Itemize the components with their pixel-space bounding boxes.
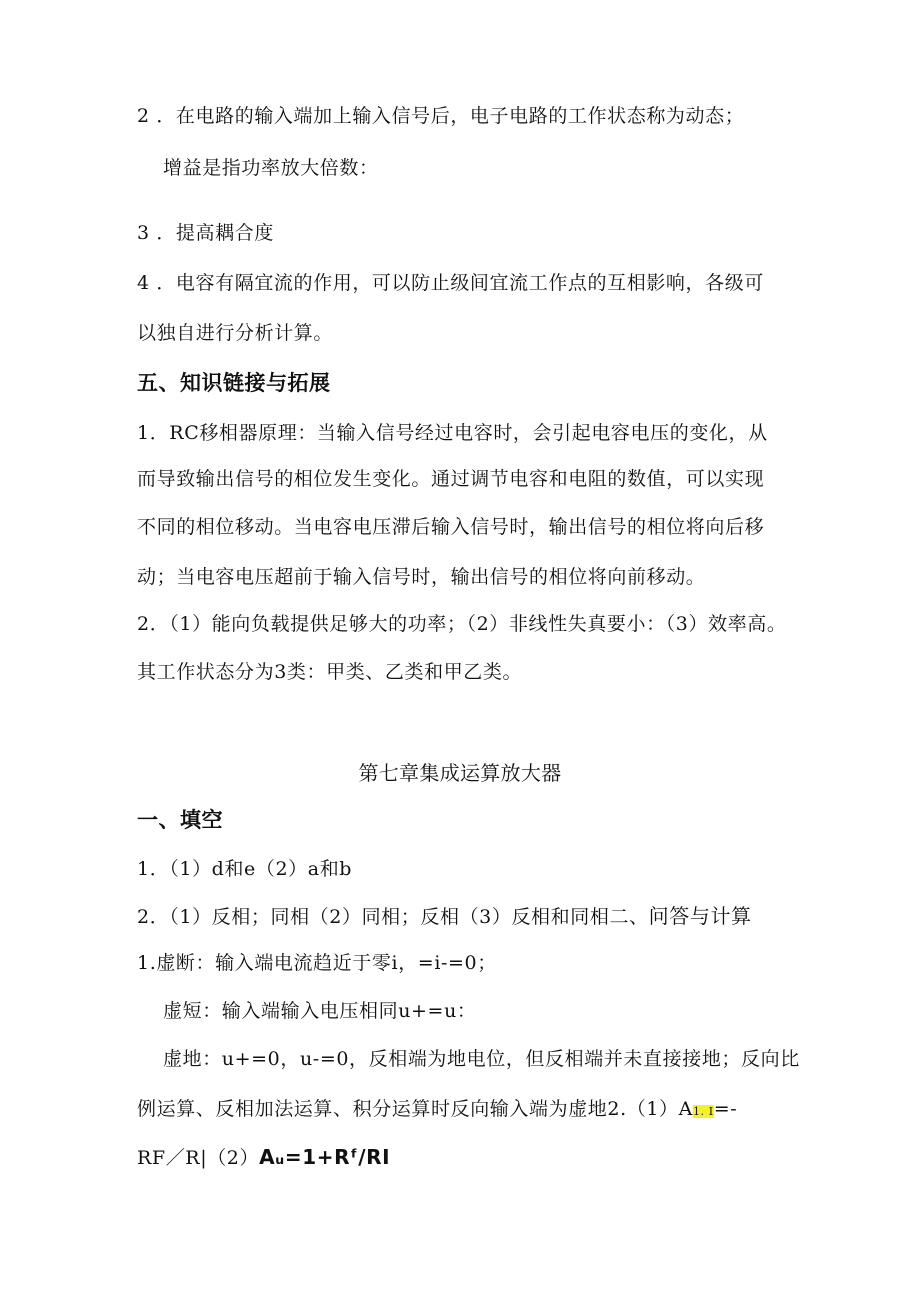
paragraph-amp-line-2: 其工作状态分为3类：甲类、乙类和甲乙类。 (137, 661, 523, 683)
paragraph-rc-line-3: 不同的相位移动。当电容电压滞后输入信号时，输出信号的相位将向后移 (137, 516, 765, 538)
qa-virtual-ground-line-1: 虚地：u+=0，u-=0，反相端为地电位，但反相端并未直接接地；反向比 (163, 1048, 800, 1070)
gain-formula: Aᵤ=1+Rᶠ/RI (259, 1145, 391, 1169)
section-heading-qa: 问答与计算 (648, 904, 752, 928)
qa-virtual-open: 1.虚断：输入端电流趋近于零i，=i-=0； (137, 952, 497, 974)
answer-line-2-dynamic: 2 ．在电路的输入端加上输入信号后，电子电路的工作状态称为动态； (137, 105, 745, 127)
chapter-title: 第七章集成运算放大器 (358, 761, 562, 785)
paragraph-amp-line-1: 2．（1）能向负载提供足够大的功率；（2）非线性失真要小：（3）效率高。 (137, 613, 787, 635)
qa-virtual-ground-text: 例运算、反相加法运算、积分运算时反向输入端为虚地2.（1）A (137, 1098, 693, 1120)
highlighted-subscript: 1. I (692, 1105, 714, 1118)
paragraph-rc-line-2: 而导致输出信号的相位发生变化。通过调节电容和电阻的数值，可以实现 (137, 468, 765, 490)
qa-formula-tail: =- (713, 1098, 738, 1120)
answer-line-4b: 以独自进行分析计算。 (137, 322, 334, 344)
qa-formula-line (137, 1142, 390, 1173)
section-heading-knowledge-link: 五、知识链接与拓展 (137, 371, 331, 395)
answer-line-4a: 4 ．电容有隔宜流的作用，可以防止级间宜流工作点的互相影响，各级可 (137, 272, 764, 294)
fill-answer-1: 1．（1）d和e（2）a和b (137, 858, 353, 880)
fill-answer-2 (137, 901, 752, 932)
qa-formula-text: RF／R|（2） (137, 1147, 260, 1169)
answer-line-3: 3 ．提高耦合度 (137, 222, 274, 244)
qa-virtual-ground-line-2 (137, 1094, 737, 1127)
answer-line-gain: 增益是指功率放大倍数： (163, 157, 379, 179)
section-heading-fill-blank: 一、填空 (137, 808, 223, 832)
paragraph-rc-line-1: 1．RC移相器原理：当输入信号经过电容时，会引起电容电压的变化，从 (137, 422, 768, 444)
paragraph-rc-line-4: 动；当电容电压超前于输入信号时，输出信号的相位将向前移动。 (137, 566, 706, 588)
qa-virtual-short: 虚短：输入端输入电压相同u+=u： (163, 1000, 477, 1022)
fill-answer-2-text: 2．（1）反相；同相（2）同相；反相（3）反相和同相二、 (137, 906, 649, 928)
